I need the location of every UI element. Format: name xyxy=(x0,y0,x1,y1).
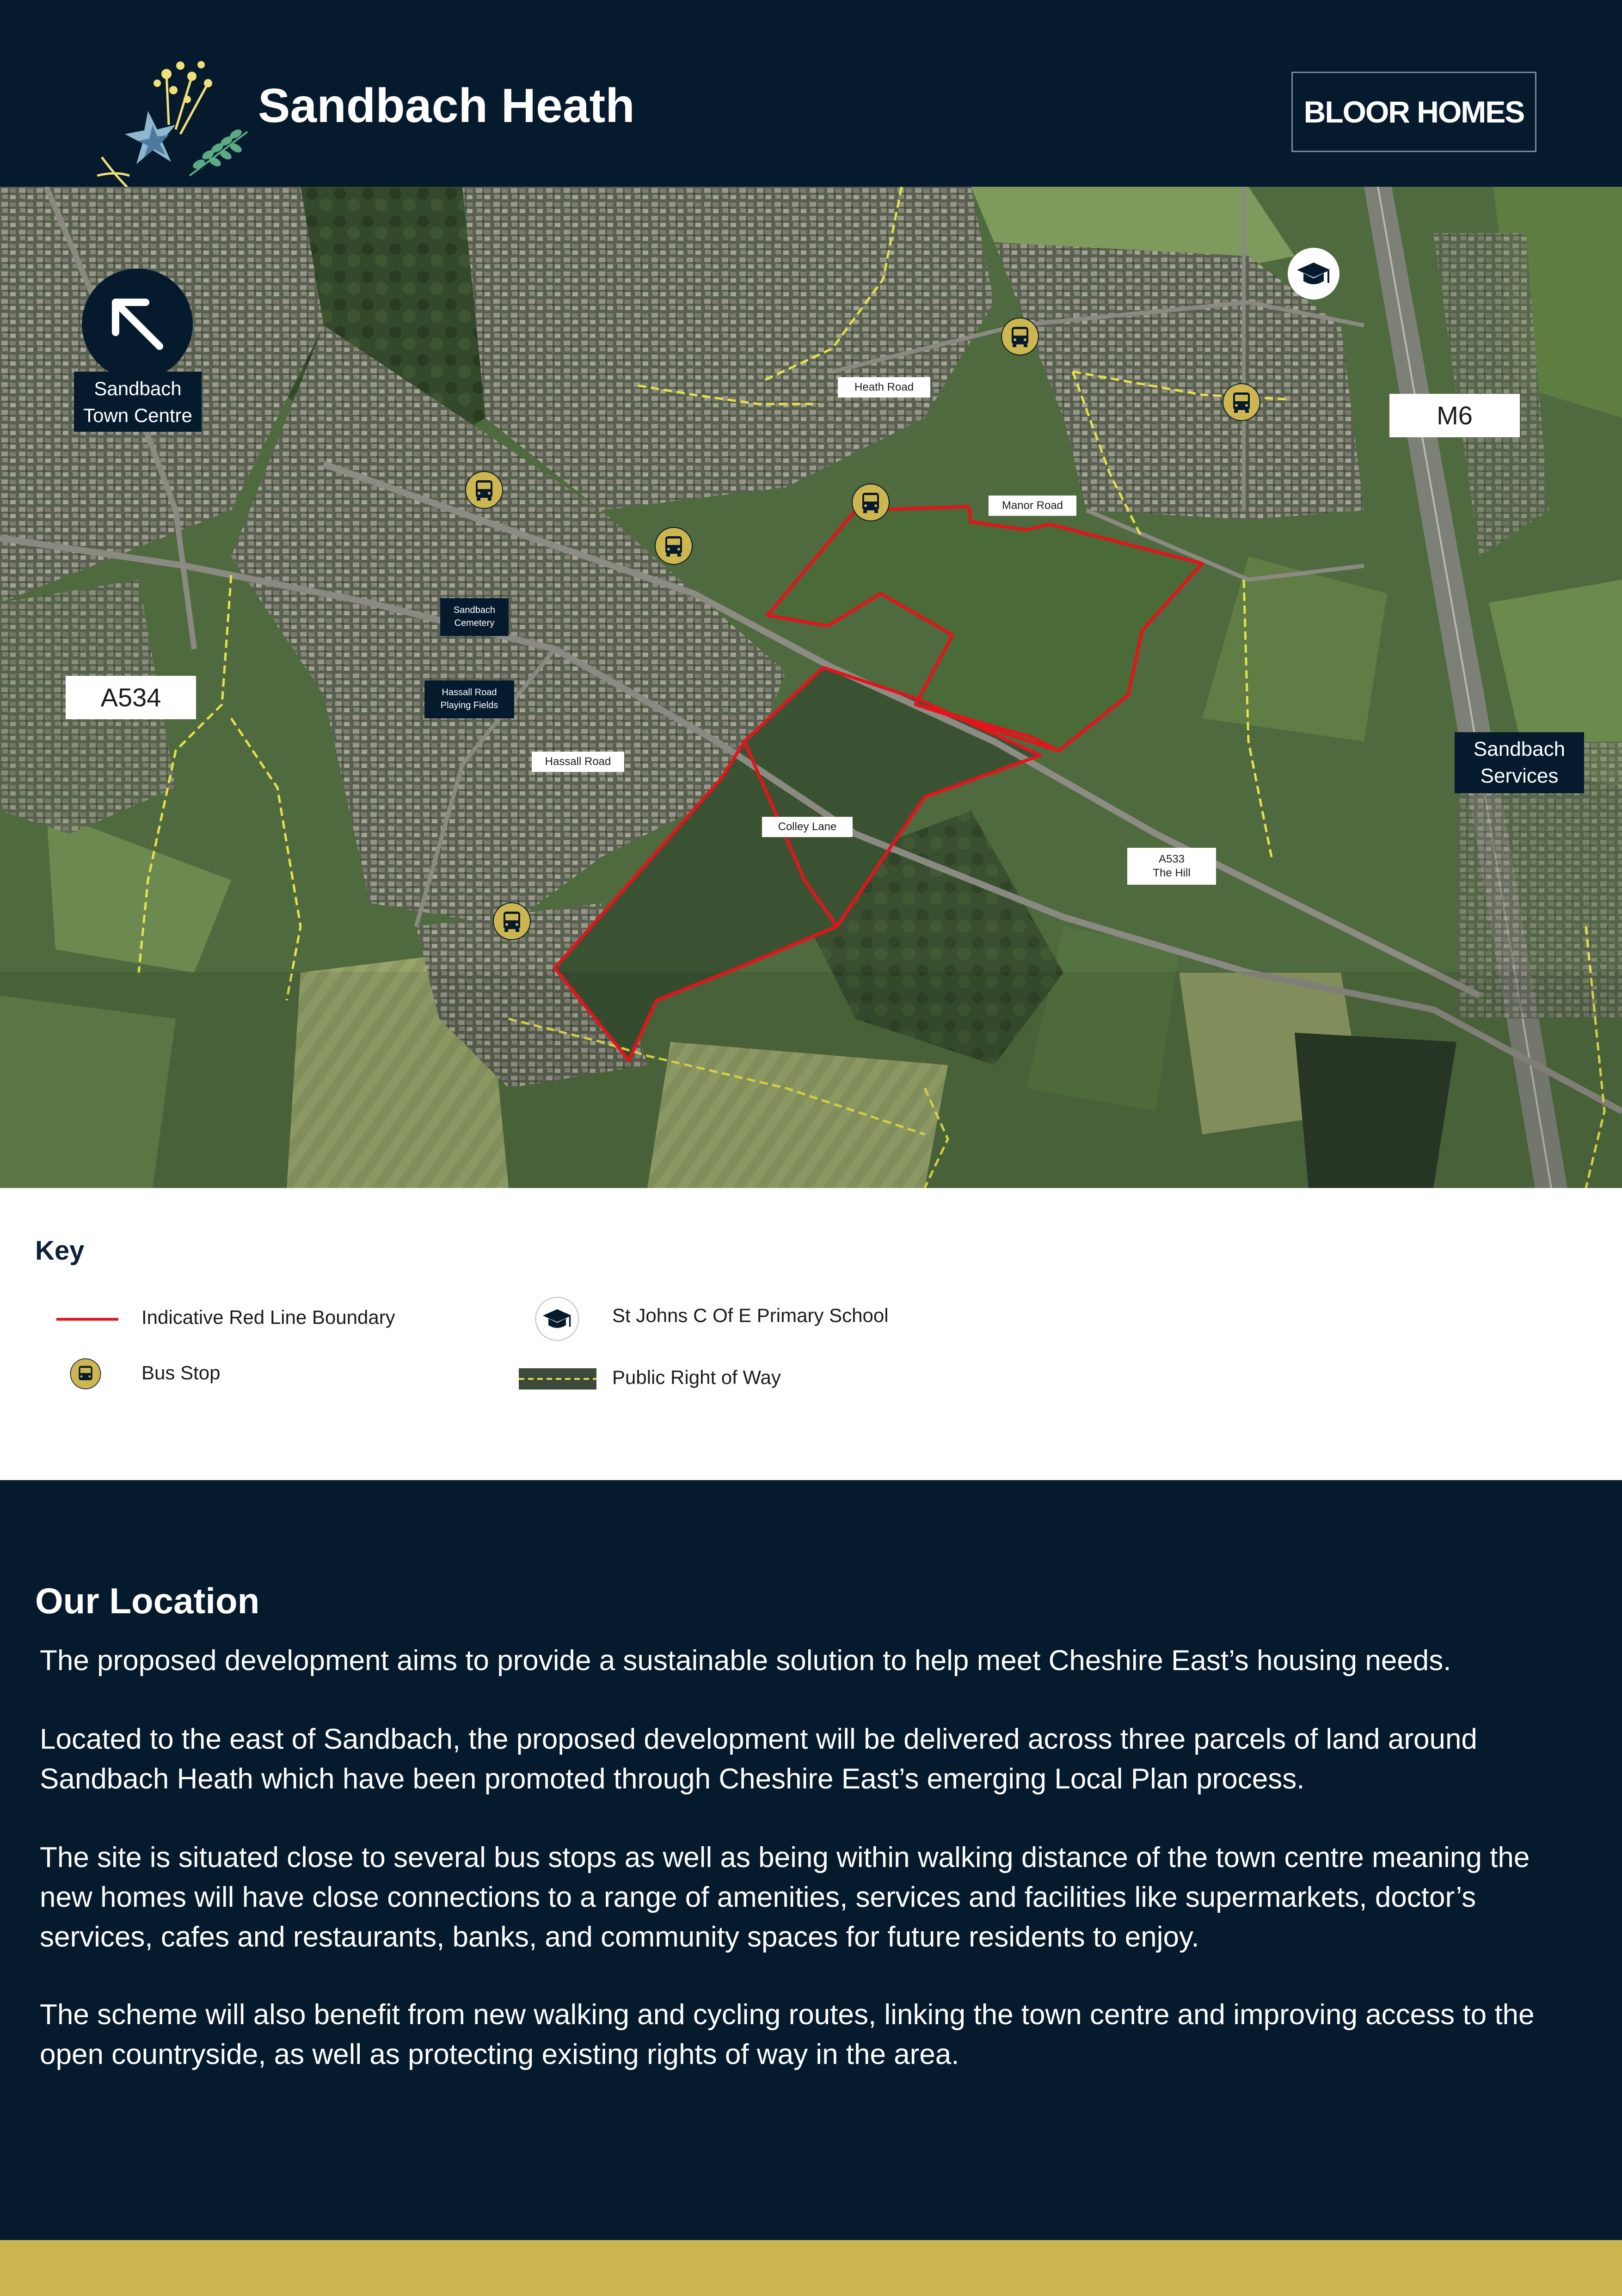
a533-label-line1: A533 xyxy=(1158,853,1185,865)
dashed-path-icon xyxy=(519,1368,596,1390)
aerial-map-image xyxy=(0,187,1622,1188)
town-centre-label-line2: Town Centre xyxy=(83,404,192,426)
a534-label: A534 xyxy=(66,676,196,719)
colley-lane-label: Colley Lane xyxy=(762,817,853,837)
key-label-school: St Johns C Of E Primary School xyxy=(612,1304,889,1326)
playing-fields-label xyxy=(424,680,514,718)
services-label xyxy=(1455,732,1584,793)
floral-spray-icon xyxy=(88,55,273,190)
playing-fields-label-line2: Playing Fields xyxy=(440,700,498,710)
page-title: Sandbach Heath xyxy=(258,79,635,133)
graduation-cap-icon xyxy=(1287,247,1340,300)
red-line-icon xyxy=(56,1316,118,1322)
cemetery-label-line1: Sandbach xyxy=(453,605,496,615)
location-paragraph: The site is situated close to several bus stops as well as being within walking distance of the town centre meaning the new homes will have close connections to a range of amenities, services and facilities like supermarkets, doctor’s services, cafes and restaurants, banks, and community spaces for future residents to enjoy. xyxy=(40,1842,1530,1953)
bus-icon xyxy=(69,1358,102,1390)
footer-band xyxy=(0,2240,1622,2296)
key-label-right-of-way: Public Right of Way xyxy=(612,1366,781,1388)
a533-label-line2: The Hill xyxy=(1153,867,1191,879)
bloor-homes-logo xyxy=(1291,72,1536,152)
location-paragraph: Located to the east of Sandbach, the proposed development will be delivered across three parcels of land around Sandbach Heath which have been promoted through Cheshire East’s emerging Local Plan process. xyxy=(40,1723,1477,1795)
playing-fields-label-line1: Hassall Road xyxy=(442,687,497,698)
location-paragraph: The scheme will also benefit from new walking and cycling routes, linking the town centre and improving access to the open countryside, as well as protecting existing rights of way in the area. xyxy=(40,1999,1535,2070)
logo-text: BLOOR HOMES xyxy=(1303,95,1524,129)
town-centre-label xyxy=(74,372,202,432)
cemetery-label xyxy=(440,598,509,636)
bus-icon xyxy=(492,901,532,941)
cemetery-label-line2: Cemetery xyxy=(454,618,495,628)
bus-icon xyxy=(654,526,694,566)
town-centre-label-line1: Sandbach xyxy=(94,378,182,399)
key-title: Key xyxy=(35,1236,85,1266)
map-key xyxy=(0,1188,1622,1480)
services-label-line1: Sandbach xyxy=(1473,738,1566,760)
location-paragraph: The proposed development aims to provide a sustainable solution to help meet Cheshire East’s housing needs. xyxy=(40,1645,1451,1677)
key-label-bus-stop: Bus Stop xyxy=(141,1362,221,1384)
services-label-line2: Services xyxy=(1480,765,1559,787)
aerial-map xyxy=(0,187,1622,1188)
graduation-cap-icon xyxy=(534,1296,580,1342)
key-label-boundary: Indicative Red Line Boundary xyxy=(141,1306,395,1328)
a533-label xyxy=(1127,848,1216,885)
bus-icon xyxy=(851,483,891,522)
bus-icon xyxy=(1222,382,1261,422)
m6-label: M6 xyxy=(1389,394,1520,437)
location-title: Our Location xyxy=(35,1580,260,1621)
arrow-up-left-icon xyxy=(81,268,194,381)
heath-road-label: Heath Road xyxy=(838,377,930,398)
bus-icon xyxy=(1000,317,1040,356)
manor-road-label: Manor Road xyxy=(989,496,1076,516)
bus-icon xyxy=(464,470,504,510)
hassall-road-label: Hassall Road xyxy=(532,752,624,772)
